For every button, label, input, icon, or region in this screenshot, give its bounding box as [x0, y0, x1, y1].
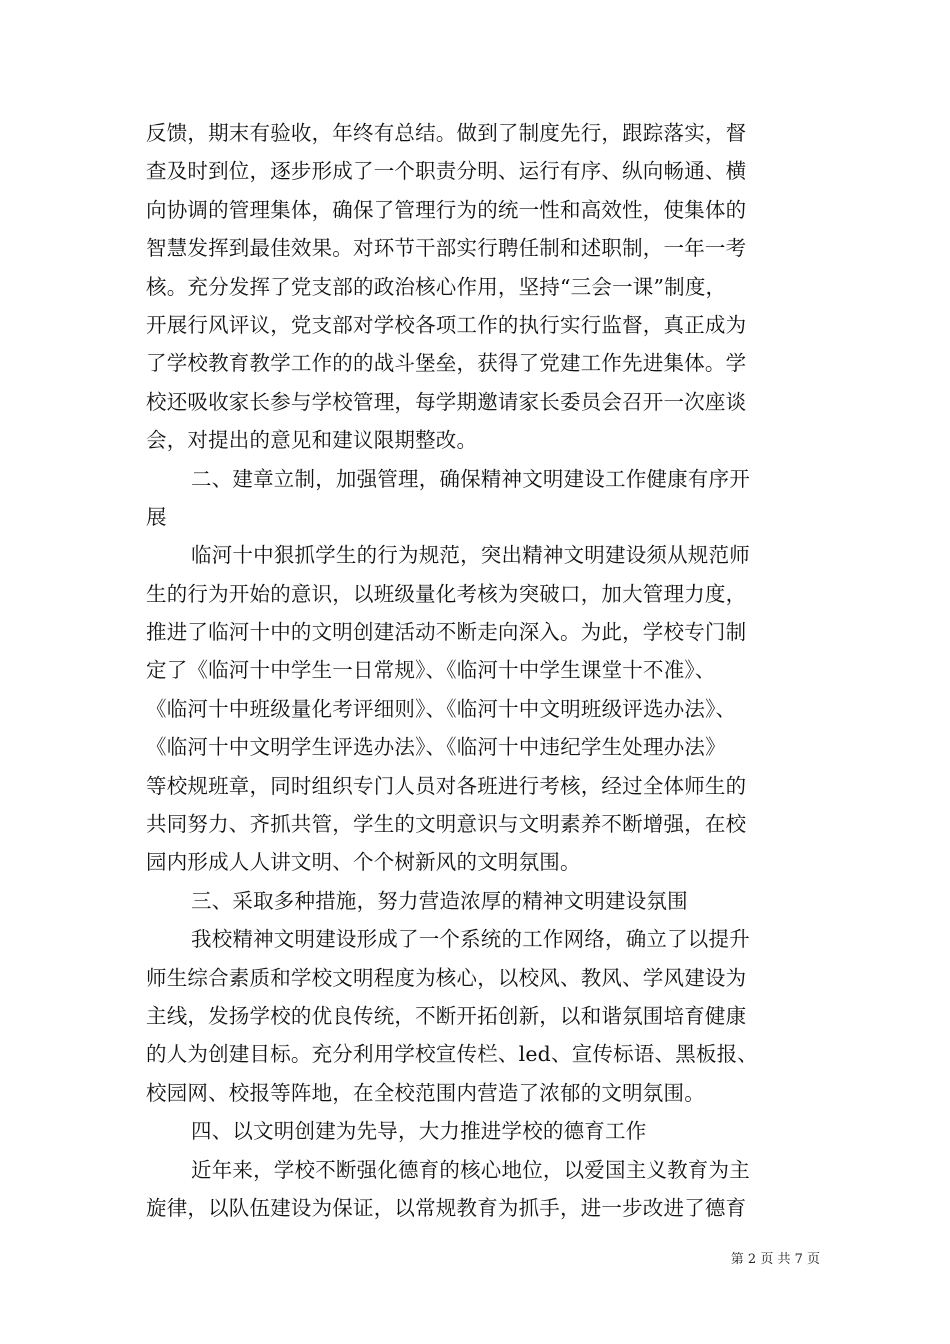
text-line: 反馈，期末有验收，年终有总结。做到了制度先行，跟踪落实，督 — [146, 121, 747, 145]
text-line: 旋律，以队伍建设为保证，以常规教育为抓手，进一步改进了德育 — [146, 1195, 747, 1220]
text-line: 会，对提出的意见和建议限期整改。 — [146, 428, 478, 453]
text-line: 《临河十中文明学生评选办法》、《临河十中违纪学生处理办法》 — [146, 735, 726, 760]
text-line: 等校规班章，同时组织专门人员对各班进行考核，经过全体师生的 — [146, 773, 747, 798]
text-line: 近年来，学校不断强化德育的核心地位，以爱国主义教育为主 — [191, 1157, 750, 1182]
text-line: 生的行为开始的意识，以班级量化考核为突破口，加大管理力度， — [146, 581, 747, 606]
text-line: 展 — [146, 504, 167, 529]
text-line: 三、采取多种措施，努力营造浓厚的精神文明建设氛围 — [191, 888, 688, 913]
text-line: 的人为创建目标。充分利用学校宣传栏、led、宣传标语、黑板报、 — [146, 1042, 759, 1067]
text-line: 核。充分发挥了党支部的政治核心作用，坚持“三会一课”制度， — [146, 274, 727, 299]
text-line: 查及时到位，逐步形成了一个职责分明、运行有序、纵向畅通、横 — [146, 159, 747, 184]
text-line: 向协调的管理集体，确保了管理行为的统一性和高效性，使集体的 — [146, 197, 747, 222]
text-line: 了学校教育教学工作的的战斗堡垒，获得了党建工作先进集体。学 — [146, 351, 747, 376]
text-line: 师生综合素质和学校文明程度为核心，以校风、教风、学风建设为 — [146, 965, 747, 990]
text-line: 共同努力、齐抓共管，学生的文明意识与文明素养不断增强，在校 — [146, 812, 747, 837]
text-line: 我校精神文明建设形成了一个系统的工作网络，确立了以提升 — [191, 927, 750, 952]
text-line: 《临河十中班级量化考评细则》、《临河十中文明班级评选办法》、 — [146, 696, 737, 721]
text-line: 二、建章立制，加强管理，确保精神文明建设工作健康有序开 — [191, 466, 750, 491]
text-line: 定了《临河十中学生一日常规》、《临河十中学生课堂十不准》、 — [146, 658, 716, 683]
text-line: 临河十中狠抓学生的行为规范，突出精神文明建设须从规范师 — [191, 543, 750, 568]
text-line: 主线，发扬学校的优良传统，不断开拓创新，以和谐氛围培育健康 — [146, 1003, 747, 1028]
page-footer: 第 2 页 共 7 页 — [730, 1252, 820, 1267]
text-line: 智慧发挥到最佳效果。对环节干部实行聘任制和述职制，一年一考 — [146, 236, 747, 261]
document-body — [146, 114, 826, 1227]
text-line: 校园网、校报等阵地，在全校范围内营造了浓郁的文明氛围。 — [146, 1080, 705, 1105]
text-line: 四、以文明创建为先导，大力推进学校的德育工作 — [191, 1119, 647, 1144]
text-line: 开展行风评议，党支部对学校各项工作的执行实行监督，真正成为 — [146, 312, 747, 337]
text-line: 园内形成人人讲文明、个个树新风的文明氛围。 — [146, 850, 581, 875]
text-line: 推进了临河十中的文明创建活动不断走向深入。为此，学校专门制 — [146, 620, 747, 645]
text-line: 校还吸收家长参与学校管理，每学期邀请家长委员会召开一次座谈 — [146, 389, 747, 414]
